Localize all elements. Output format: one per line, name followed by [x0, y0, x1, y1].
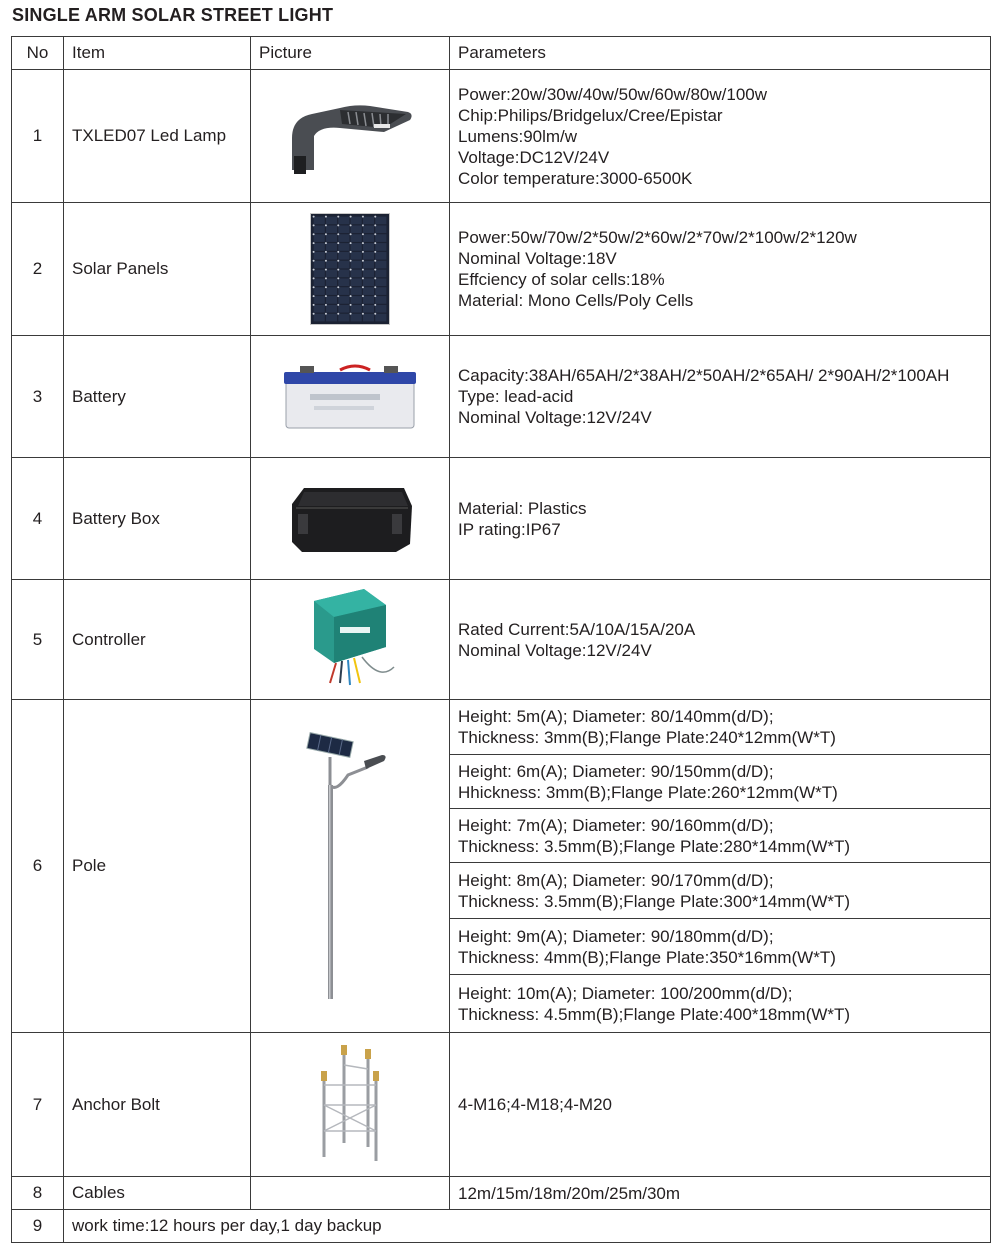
solar-panel-image — [251, 203, 450, 336]
param-line: Rated Current:5A/10A/15A/20A — [458, 619, 696, 639]
pole-spec-cell — [450, 700, 991, 755]
params-cell — [450, 336, 991, 458]
item-name: Anchor Bolt — [64, 1033, 251, 1177]
row-number: 3 — [12, 336, 64, 458]
row-number: 9 — [12, 1210, 64, 1243]
picture-empty-cell — [251, 1177, 450, 1210]
params-cell — [450, 580, 991, 700]
item-name: Battery Box — [64, 458, 251, 580]
params-cell — [450, 70, 991, 203]
param-line: Material: Mono Cells/Poly Cells — [458, 291, 694, 310]
row-number: 6 — [12, 700, 64, 1033]
item-name: Battery — [64, 336, 251, 458]
param-line: Thickness: 4.5mm(B);Flange Plate:400*18mm(W*T) — [458, 1004, 851, 1024]
table-row — [12, 336, 991, 458]
param-line: Lumens:90lm/w — [458, 126, 578, 146]
row-number: 7 — [12, 1033, 64, 1177]
work-time-note: work time:12 hours per day,1 day backup — [64, 1210, 991, 1243]
anchor-bolt-image — [251, 1033, 450, 1177]
table-row — [12, 1210, 991, 1243]
param-line: Thickness: 3.5mm(B);Flange Plate:280*14mm(W*T) — [458, 836, 851, 856]
row-number: 8 — [12, 1177, 64, 1210]
table-header-row — [12, 37, 991, 70]
param-line: Thickness: 3.5mm(B);Flange Plate:300*14mm(W*T) — [458, 891, 851, 911]
params-cell — [450, 1177, 991, 1210]
param-line: Height: 6m(A); Diameter: 90/150mm(d/D); — [458, 761, 774, 781]
param-line: Thickness: 3mm(B);Flange Plate:240*12mm(W*T) — [458, 728, 836, 747]
param-line: Nominal Voltage:18V — [458, 249, 617, 268]
param-line: Nominal Voltage:12V/24V — [458, 640, 652, 660]
item-name: Cables — [64, 1177, 251, 1210]
table-row — [12, 700, 991, 755]
header-item: Item — [64, 37, 251, 70]
item-name: Solar Panels — [64, 203, 251, 336]
led-lamp-image — [251, 70, 450, 203]
param-line: Height: 10m(A); Diameter: 100/200mm(d/D); — [458, 983, 793, 1003]
param-line: Capacity:38AH/65AH/2*38AH/2*50AH/2*65AH/ 2*90AH/2*100AH — [458, 366, 950, 385]
table-row — [12, 70, 991, 203]
row-number: 4 — [12, 458, 64, 580]
param-line: Type: lead-acid — [458, 387, 574, 406]
item-name: Controller — [64, 580, 251, 700]
table-row — [12, 203, 991, 336]
header-parameters: Parameters — [450, 37, 991, 70]
pole-spec-cell — [450, 919, 991, 975]
params-cell — [450, 203, 991, 336]
param-line: Nominal Voltage:12V/24V — [458, 408, 652, 427]
battery-image — [251, 336, 450, 458]
table-row — [12, 1033, 991, 1177]
pole-spec-cell — [450, 755, 991, 809]
param-line: Voltage:DC12V/24V — [458, 147, 610, 167]
item-name: TXLED07 Led Lamp — [64, 70, 251, 203]
row-number: 1 — [12, 70, 64, 203]
param-line: Power:20w/30w/40w/50w/60w/80w/100w — [458, 84, 768, 104]
spec-table — [11, 36, 991, 1243]
param-line: Height: 5m(A); Diameter: 80/140mm(d/D); — [458, 707, 774, 726]
param-line: Height: 7m(A); Diameter: 90/160mm(d/D); — [458, 815, 774, 835]
row-number: 2 — [12, 203, 64, 336]
table-row — [12, 1177, 991, 1210]
header-picture: Picture — [251, 37, 450, 70]
pole-spec-cell — [450, 863, 991, 919]
param-line: Power:50w/70w/2*50w/2*60w/2*70w/2*100w/2*120w — [458, 228, 857, 247]
controller-image — [251, 580, 450, 700]
header-no: No — [12, 37, 64, 70]
param-line: Effciency of solar cells:18% — [458, 270, 665, 289]
row-number: 5 — [12, 580, 64, 700]
document-title: SINGLE ARM SOLAR STREET LIGHT — [12, 5, 334, 25]
params-cell — [450, 1033, 991, 1177]
param-line: Chip:Philips/Bridgelux/Cree/Epistar — [458, 105, 723, 125]
pole-spec-cell — [450, 809, 991, 863]
param-line: Height: 9m(A); Diameter: 90/180mm(d/D); — [458, 926, 774, 946]
param-line: IP rating:IP67 — [458, 519, 561, 539]
pole-image — [251, 700, 450, 1033]
param-line: 4-M16;4-M18;4-M20 — [458, 1095, 613, 1114]
table-row — [12, 580, 991, 700]
param-line: Hhickness: 3mm(B);Flange Plate:260*12mm(W*T) — [458, 782, 838, 802]
param-line: Color temperature:3000-6500K — [458, 168, 693, 188]
item-name: Pole — [64, 700, 251, 1033]
battery-box-image — [251, 458, 450, 580]
param-line: Height: 8m(A); Diameter: 90/170mm(d/D); — [458, 870, 774, 890]
table-row — [12, 458, 991, 580]
pole-spec-cell — [450, 975, 991, 1033]
param-line: Thickness: 4mm(B);Flange Plate:350*16mm(W*T) — [458, 947, 836, 967]
param-line: Material: Plastics — [458, 498, 587, 518]
params-cell — [450, 458, 991, 580]
param-line: 12m/15m/18m/20m/25m/30m — [458, 1183, 681, 1203]
